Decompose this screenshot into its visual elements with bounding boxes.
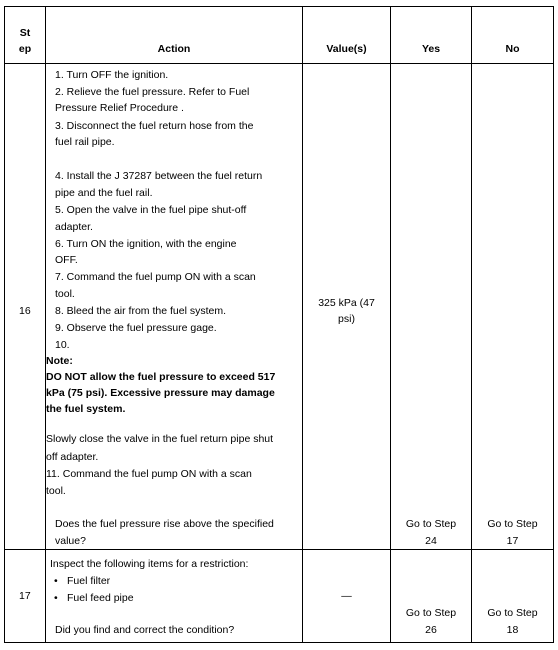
no-goto-label: Go to Step	[487, 518, 538, 530]
no-cell	[472, 550, 554, 643]
header-values: Value(s)	[303, 7, 391, 64]
action-line: Slowly close the valve in the fuel return pipe shut	[46, 433, 274, 445]
table-row	[5, 550, 554, 643]
action-line: adapter.	[55, 221, 93, 233]
action-intro: Inspect the following items for a restriction:	[50, 558, 249, 570]
step-number: 16	[19, 305, 31, 317]
value-line: psi)	[338, 313, 355, 325]
header-step	[5, 7, 46, 64]
yes-goto-label: Go to Step	[405, 518, 457, 530]
header-step-line2: ep	[18, 43, 32, 55]
value-cell	[303, 64, 391, 550]
action-line: 2. Relieve the fuel pressure. Refer to Fuel	[55, 86, 250, 98]
action-line: 8. Bleed the air from the fuel system.	[55, 305, 226, 317]
action-line: 7. Command the fuel pump ON with a scan	[55, 271, 256, 283]
diagnostic-table	[4, 6, 554, 643]
action-line: 4. Install the J 37287 between the fuel return	[55, 170, 263, 182]
note-line: kPa (75 psi). Excessive pressure may damage	[46, 387, 275, 399]
action-line: 5. Open the valve in the fuel pipe shut-off	[55, 204, 247, 216]
bullet-icon: •	[54, 575, 58, 587]
action-line: fuel rail pipe.	[55, 136, 115, 148]
note-line: DO NOT allow the fuel pressure to exceed 517	[46, 371, 276, 383]
action-line: Pressure Relief Procedure .	[55, 102, 184, 114]
action-line: 10.	[55, 339, 70, 351]
bullet-icon: •	[54, 592, 58, 604]
bullet-item: Fuel filter	[67, 575, 111, 587]
action-line: 3. Disconnect the fuel return hose from the	[55, 120, 254, 132]
no-cell	[472, 64, 554, 550]
action-cell	[46, 550, 303, 643]
question-line: Did you find and correct the condition?	[55, 624, 235, 636]
header-action: Action	[46, 7, 303, 64]
header-no: No	[472, 7, 554, 64]
yes-goto-step: 24	[425, 535, 437, 547]
bullet-item: Fuel feed pipe	[67, 592, 134, 604]
action-line: pipe and the fuel rail.	[55, 187, 153, 199]
yes-goto-label: Go to Step	[405, 607, 457, 619]
action-line: off adapter.	[46, 451, 99, 463]
header-row	[5, 7, 554, 64]
yes-cell	[391, 550, 472, 643]
table-row	[5, 64, 554, 550]
action-line: 11. Command the fuel pump ON with a scan	[46, 468, 252, 480]
action-line: tool.	[55, 288, 75, 300]
note-label: Note:	[46, 355, 73, 367]
header-yes: Yes	[391, 7, 472, 64]
value-line: 325 kPa (47	[318, 297, 375, 309]
yes-goto-step: 26	[425, 624, 437, 636]
action-line: tool.	[46, 485, 66, 497]
no-goto-step: 17	[506, 535, 519, 547]
note-line: the fuel system.	[46, 403, 126, 415]
step-cell	[5, 550, 46, 643]
question-line: Does the fuel pressure rise above the specified	[55, 518, 274, 530]
header-step-line1: St	[19, 27, 31, 39]
value-dash: —	[341, 590, 352, 602]
action-line: OFF.	[55, 254, 78, 266]
no-goto-step: 18	[506, 624, 519, 636]
no-goto-label: Go to Step	[487, 607, 538, 619]
step-number: 17	[19, 590, 31, 602]
action-line: 9. Observe the fuel pressure gage.	[55, 322, 217, 334]
question-line: value?	[55, 535, 86, 547]
action-cell	[46, 64, 303, 550]
step-cell	[5, 64, 46, 550]
action-line: 6. Turn ON the ignition, with the engine	[55, 238, 237, 250]
value-cell	[303, 550, 391, 643]
yes-cell	[391, 64, 472, 550]
action-line: 1. Turn OFF the ignition.	[55, 69, 169, 81]
